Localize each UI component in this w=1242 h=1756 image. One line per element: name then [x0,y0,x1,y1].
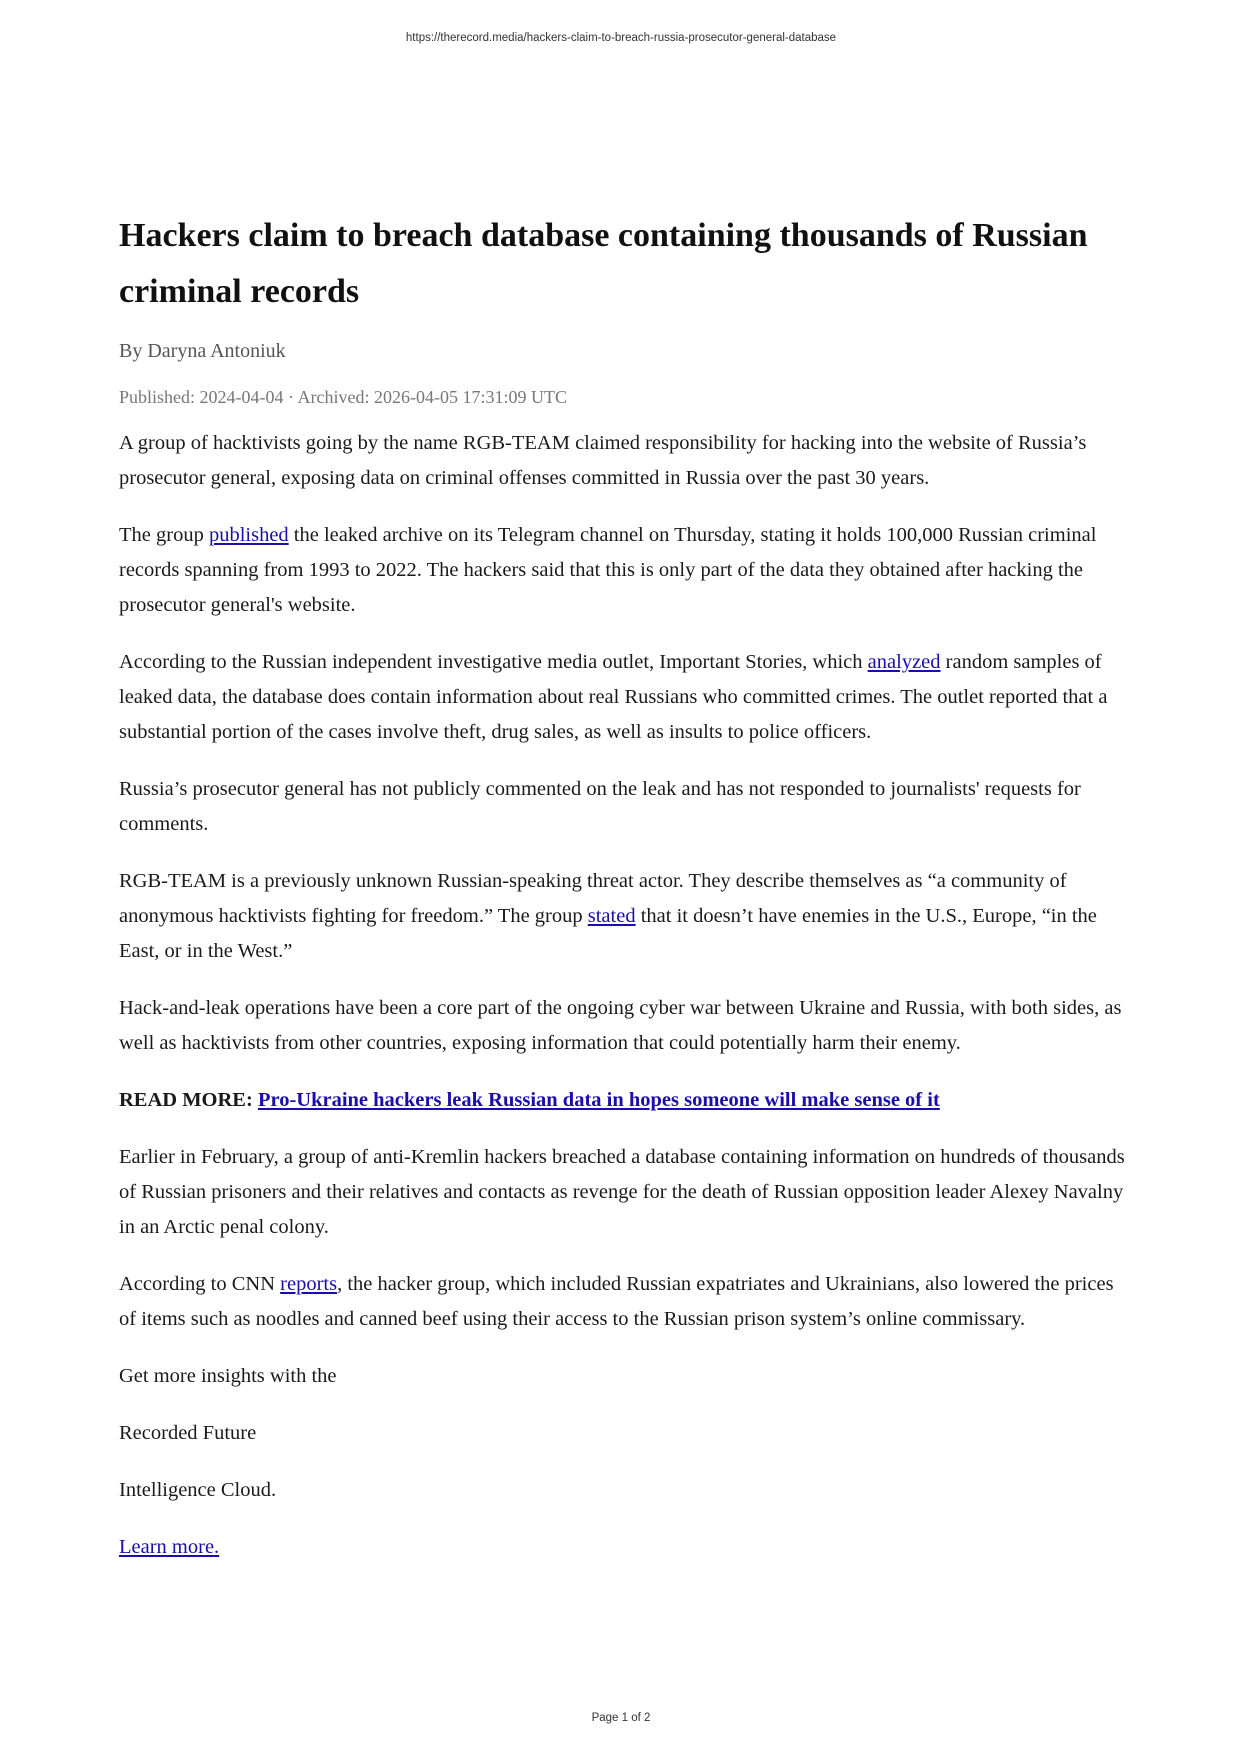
paragraph-2-text-after: the leaked archive on its Telegram channel on Thursday, stating it holds 100,000 Russian criminal records spanning from 1993 to 2022. The hackers said that this is only part of the data they obtained after hacking the prosecutor general's website. [119,524,1097,616]
article [119,208,1129,1587]
page-indicator: Page 1 of 2 [591,1712,651,1724]
paragraph-3 [119,645,1129,750]
paragraph-4: Russia’s prosecutor general has not publicly commented on the leak and has not responded to journalists' requests for comments. [119,778,1081,835]
article-title: Hackers claim to breach database containing thousands of Russian criminal records [119,217,1088,310]
promo-link-paragraph [119,1530,1129,1565]
read-more-label: READ MORE: [119,1089,253,1111]
article-byline: By Daryna Antoniuk [119,340,286,362]
paragraph-3-text-before: According to the Russian independent investigative media outlet, Important Stories, which [119,651,868,673]
paragraph-7: Earlier in February, a group of anti-Kremlin hackers breached a database containing information on hundreds of thousands of Russian prisoners and their relatives and contacts as revenge for the death of Russian opposition leader Alexey Navalny in an Arctic penal colony. [119,1146,1125,1238]
reports-link[interactable]: reports [280,1273,338,1295]
paragraph-2 [119,518,1129,623]
paragraph-3-text-after: random samples of leaked data, the database does contain information about real Russians who committed crimes. The outlet reported that a substantial portion of the cases involve theft, drug sales, as well as insults to police officers. [119,651,1108,743]
paragraph-8-text-before: According to CNN [119,1273,281,1295]
paragraph-5 [119,864,1129,969]
published-link[interactable]: published [208,524,289,546]
paragraph-8-text-after: , the hacker group, which included Russian expatriates and Ukrainians, also lowered the prices of items such as noodles and canned beef using their access to the Russian prison system’s online commissary. [119,1273,1114,1330]
paragraph-2-text-before: The group [119,524,209,546]
analyzed-link[interactable]: analyzed [867,651,941,673]
article-meta: Published: 2024-04-04 · Archived: 2026-04-05 17:31:09 UTC [119,387,567,407]
paragraph-5-text-before: RGB-TEAM is a previously unknown Russian-speaking threat actor. They describe themselves as “a community of anonymous hacktivists fighting for freedom.” The group [119,870,1067,927]
read-more-link[interactable]: Pro-Ukraine hackers leak Russian data in hopes someone will make sense of it [257,1089,940,1111]
learn-more-link[interactable]: Learn more. [119,1536,220,1558]
paragraph-6: Hack-and-leak operations have been a core part of the ongoing cyber war between Ukraine and Russia, with both sides, as well as hacktivists from other countries, exposing information that could potentially harm their enemy. [119,997,1122,1054]
paragraph-1: A group of hacktivists going by the name RGB-TEAM claimed responsibility for hacking into the website of Russia’s prosecutor general, exposing data on criminal offenses committed in Russia over the past 30 years. [119,432,1087,489]
paragraph-5-text-after: that it doesn’t have enemies in the U.S., Europe, “in the East, or in the West.” [119,905,1097,962]
page-url-header: https://therecord.media/hackers-claim-to-breach-russia-prosecutor-general-database [405,32,837,44]
promo-line-1: Get more insights with the [119,1365,337,1387]
paragraph-8 [119,1267,1129,1337]
promo-line-3: Intelligence Cloud. [119,1479,277,1501]
read-more [119,1083,1129,1118]
promo-line-2: Recorded Future [119,1422,257,1444]
stated-link[interactable]: stated [587,905,636,927]
